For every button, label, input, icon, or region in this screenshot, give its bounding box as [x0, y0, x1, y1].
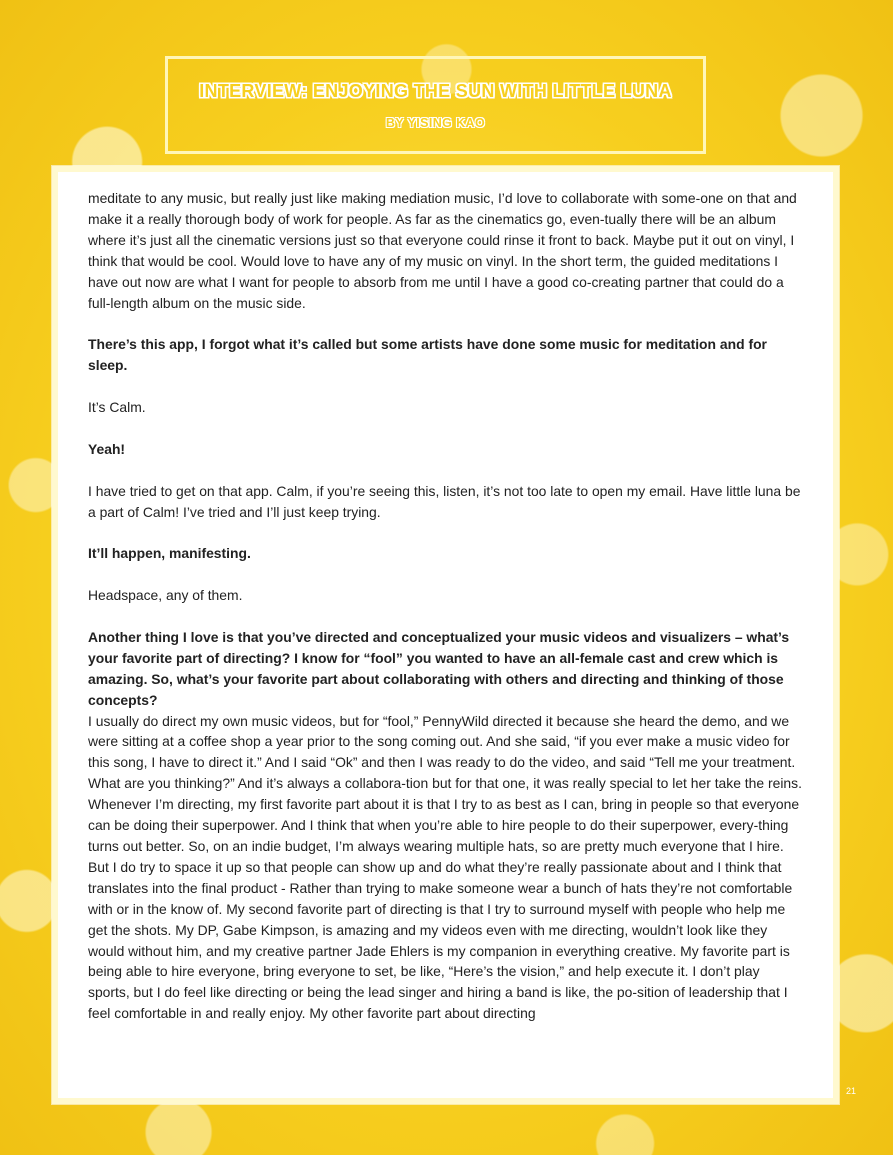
answer-paragraph: I usually do direct my own music videos, but for “fool,” PennyWild directed it because she heard the demo, and we were sitting at a coffee shop a year prior to the song coming out. And she said, “if you ever make a music video for this song, I have to direct it.” And I said “Ok” and then I was ready to do the video, and said “Tell me your treatment. What are you thinking?” And it’s always a collabora-tion but for that one, it was really special to let her take the reins. Whenever I’m directing, my first favorite part about it is that I try to as best as I can, bring in people so that everyone can be doing their superpower. And I think that when you’re able to hire people to do their superpower, every-thing turns out better. So, on an indie budget, I’m always wearing multiple hats, so are pretty much everyone that I hire. But I do try to space it up so that people can show up and do what they’re really passionate about and I think that translates into the final product - Rather than trying to make someone wear a bunch of hats they’re not comfortable with or in the know of. My second favorite part of directing is that I try to surround myself with people who help me get the shots. My DP, Gabe Kimpson, is amazing and my videos even with me directing, wouldn’t look like they would without him, and my creative partner Jade Ehlers is my companion in everything creative. My favorite part is being able to hire everyone, bring everyone to set, be like, “Here’s the vision,” and help execute it. I don’t play sports, but I do feel like directing or being the lead singer and hiring a band is like, the po-sition of leadership that I feel comfortable in and really enjoy. My other favorite part about directing [88, 712, 802, 1022]
answer-paragraph: I have tried to get on that app. Calm, if you’re seeing this, listen, it’s not too late to open my email. Have little luna be a part of Calm! I’ve tried and I’ll just keep trying. [88, 482, 801, 520]
question-paragraph [88, 543, 803, 564]
question-text: There’s this app, I forgot what it’s called but some artists have done some music for meditation and for sleep. [88, 336, 767, 374]
question-text: Another thing I love is that you’ve directed and conceptualized your music videos and visualizers – what’s your favorite part of directing? I know for “fool” you wanted to have an all-female cast and crew which is amazing. So, what’s your favorite part about collaborating with others and directing and thinking of those concepts? [88, 628, 790, 708]
article-byline: BY YISING KAO [385, 116, 486, 130]
question-text: Yeah! [88, 440, 126, 457]
question-paragraph [88, 627, 803, 711]
title-box [165, 56, 706, 154]
question-paragraph [88, 334, 803, 376]
article-body [88, 188, 803, 1024]
answer-paragraph: Headspace, any of them. [88, 587, 243, 604]
answer-paragraph: It’s Calm. [88, 399, 146, 416]
question-text: It’ll happen, manifesting. [88, 545, 251, 562]
article-title: INTERVIEW: ENJOYING THE SUN WITH LITTLE LUNA [199, 81, 672, 101]
article-panel [52, 166, 839, 1104]
question-paragraph [88, 439, 803, 460]
answer-paragraph: meditate to any music, but really just like making mediation music, I’d love to collaborate with some-one on that and make it a really thorough body of work for people. As far as the cinematics go, even-tually there will be an album where it’s just all the cinematic versions just so that everyone could rinse it front to back. Maybe put it out on vinyl, I think that would be cool. Would love to have any of my music on vinyl. In the short term, the guided meditations I have out now are what I want for people to absorb from me until I have a good co-creating partner that could do a full-length album on the music side. [88, 190, 797, 311]
page-number: 21 [846, 1086, 857, 1096]
